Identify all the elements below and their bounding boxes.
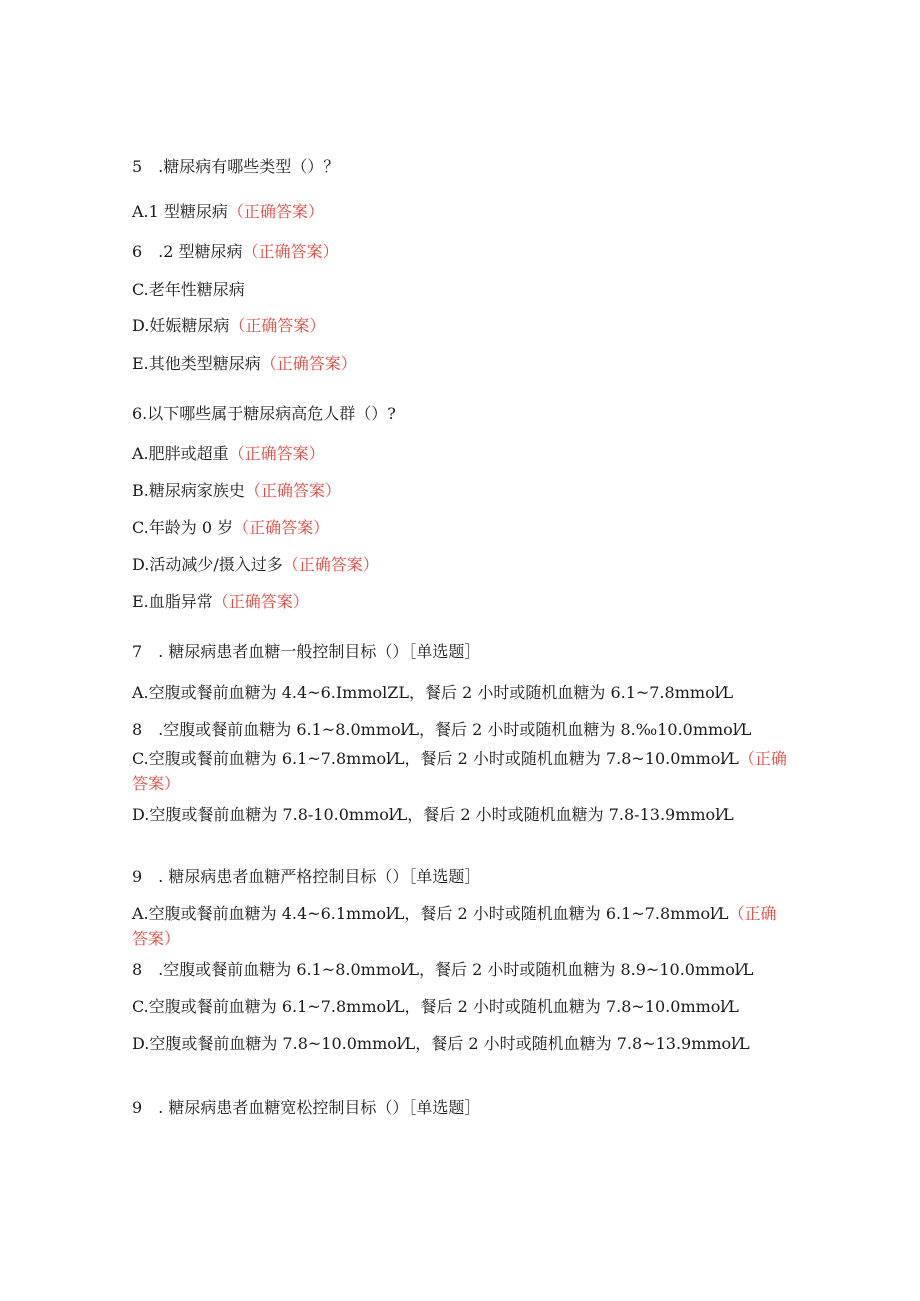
correct-answer-tag: （正确答案） [233, 518, 330, 537]
question-7-option-c: C.空腹或餐前血糖为 6.1~7.8mmol⁄L，餐后 2 小时或随机血糖为 7.8~10.0mmol⁄L（正确答案） [132, 749, 787, 793]
question-5-title: 5 .糖尿病有哪些类型（）？ [132, 157, 340, 176]
question-6-option-d: D.活动减少/摄入过多（正确答案） [132, 555, 379, 574]
correct-answer-tag: （正确答案） [282, 555, 379, 574]
question-9-strict-option-a: A.空腹或餐前血糖为 4.4~6.1mmol⁄L，餐后 2 小时或随机血糖为 6.1~7.8mmol⁄L（正确答案） [132, 904, 777, 948]
correct-answer-tag: （正确答案） [228, 444, 325, 463]
correct-answer-tag: （正确答案） [242, 242, 339, 261]
question-6-option-c: C.年龄为 0 岁（正确答案） [132, 518, 330, 537]
correct-answer-tag: （正确答案） [244, 481, 341, 500]
question-7-option-b: 8 .空腹或餐前血糖为 6.1~8.0mmol⁄L，餐后 2 小时或随机血糖为 8.‰10.0mmol⁄L [132, 720, 752, 739]
question-9-strict-option-d: D.空腹或餐前血糖为 7.8~10.0mmol⁄L，餐后 2 小时或随机血糖为 7.8~13.9mmol⁄L [132, 1034, 750, 1053]
question-5-option-a: A.1 型糖尿病（正确答案） [132, 202, 324, 221]
correct-answer-tag: （正确答案） [227, 202, 324, 221]
question-9-strict-title: 9 . 糖尿病患者血糖严格控制目标（）［单选题］ [132, 867, 481, 886]
question-5-option-e: E.其他类型糖尿病（正确答案） [132, 354, 357, 373]
correct-answer-tag: （正确答案） [212, 592, 309, 611]
question-6-option-b: B.糖尿病家族史（正确答案） [132, 481, 341, 500]
question-7-option-d: D.空腹或餐前血糖为 7.8-10.0mmol⁄L，餐后 2 小时或随机血糖为 7.8-13.9mmol⁄L [132, 805, 734, 824]
question-9-strict-option-c: C.空腹或餐前血糖为 6.1~7.8mmol⁄L，餐后 2 小时或随机血糖为 7.8~10.0mmol⁄L [132, 997, 739, 1016]
question-5-option-d: D.妊娠糖尿病（正确答案） [132, 316, 326, 335]
correct-answer-tag: （正确答案） [132, 749, 787, 793]
question-5-option-c: C.老年性糖尿病 [132, 280, 245, 299]
question-7-title: 7 . 糖尿病患者血糖一般控制目标（）［单选题］ [132, 642, 481, 661]
question-9-relaxed-title: 9 . 糖尿病患者血糖宽松控制目标（）［单选题］ [132, 1098, 481, 1117]
question-5-option-b: 6 .2 型糖尿病（正确答案） [132, 242, 339, 261]
question-9-strict-option-b: 8 .空腹或餐前血糖为 6.1~8.0mmol⁄L，餐后 2 小时或随机血糖为 8.9~10.0mmol⁄L [132, 960, 754, 979]
question-6-option-e: E.血脂异常（正确答案） [132, 592, 309, 611]
question-7-option-a: A.空腹或餐前血糖为 4.4~6.ImmolZL，餐后 2 小时或随机血糖为 6.1~7.8mmol⁄L [132, 683, 734, 702]
question-6-title: 6.以下哪些属于糖尿病高危人群（）? [132, 404, 396, 423]
correct-answer-tag: （正确答案） [229, 316, 326, 335]
question-6-option-a: A.肥胖或超重（正确答案） [132, 444, 325, 463]
correct-answer-tag: （正确答案） [132, 904, 777, 948]
correct-answer-tag: （正确答案） [260, 354, 357, 373]
